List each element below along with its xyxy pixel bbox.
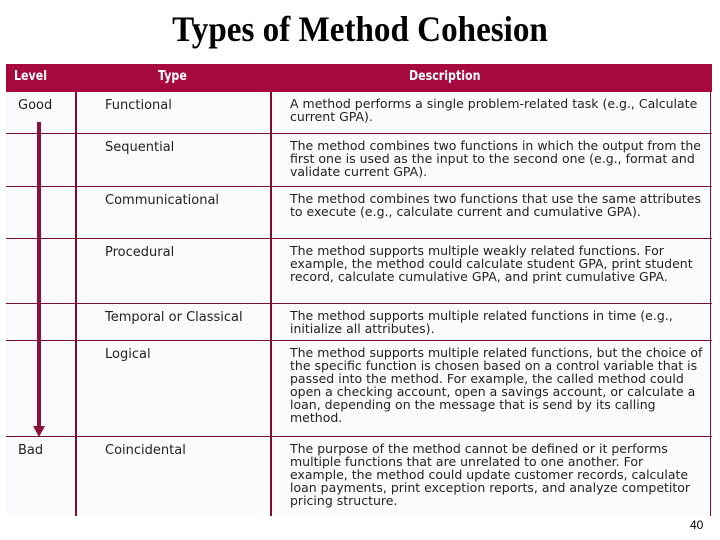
page-number: 40 xyxy=(690,518,704,532)
slide-title: Types of Method Cohesion xyxy=(172,9,548,49)
header-description: Description xyxy=(409,69,481,84)
description-cell: A method performs a single problem-related task (e.g., Calculate current GPA). xyxy=(290,96,698,124)
level-bad-label: Bad xyxy=(18,443,44,458)
table-row xyxy=(6,341,712,436)
table-row xyxy=(6,239,712,303)
type-cell: Logical xyxy=(105,347,151,362)
description-cell: The method supports multiple related functions in time (e.g., initialize all attributes). xyxy=(290,308,673,336)
description-cell: The method supports multiple related functions, but the choice of the specific function is chosen based on a control variable that is passed into the method. For example, the called method could open a checking account, open a savings account, or calculate a loan, depending on the message that is send by its calling method. xyxy=(290,345,703,425)
table-row xyxy=(6,92,712,133)
type-cell: Communicational xyxy=(105,193,220,208)
header-level: Level xyxy=(14,69,48,84)
type-cell: Temporal or Classical xyxy=(105,310,243,325)
description-cell: The method combines two functions in which the output from the first one is used as the input to the second one (e.g., format and validate current GPA). xyxy=(290,138,701,179)
cohesion-table xyxy=(6,64,712,516)
table-row xyxy=(6,187,712,238)
level-good-label: Good xyxy=(18,98,53,113)
description-cell: The method supports multiple weakly related functions. For example, the method could calculate student GPA, print student record, calculate cumulative GPA, and print cumulative GPA. xyxy=(290,243,693,284)
description-cell: The method combines two functions that use the same attributes to execute (e.g., calculate current and cumulative GPA). xyxy=(290,191,701,219)
type-cell: Coincidental xyxy=(105,443,186,458)
arrow-down-icon xyxy=(33,426,45,437)
type-cell: Sequential xyxy=(105,140,175,155)
good-to-bad-arrow-shaft xyxy=(37,122,41,429)
description-cell: The purpose of the method cannot be defined or it performs multiple functions that are unrelated to one another. For example, the method could update customer records, calculate loan payments, print exception reports, and analyze competitor pricing structure. xyxy=(290,441,691,508)
table-row xyxy=(6,304,712,341)
table-row xyxy=(6,437,712,516)
table-header xyxy=(6,64,712,92)
type-cell: Functional xyxy=(105,98,172,113)
table-row xyxy=(6,134,712,186)
header-type: Type xyxy=(158,69,187,84)
type-cell: Procedural xyxy=(105,245,175,260)
